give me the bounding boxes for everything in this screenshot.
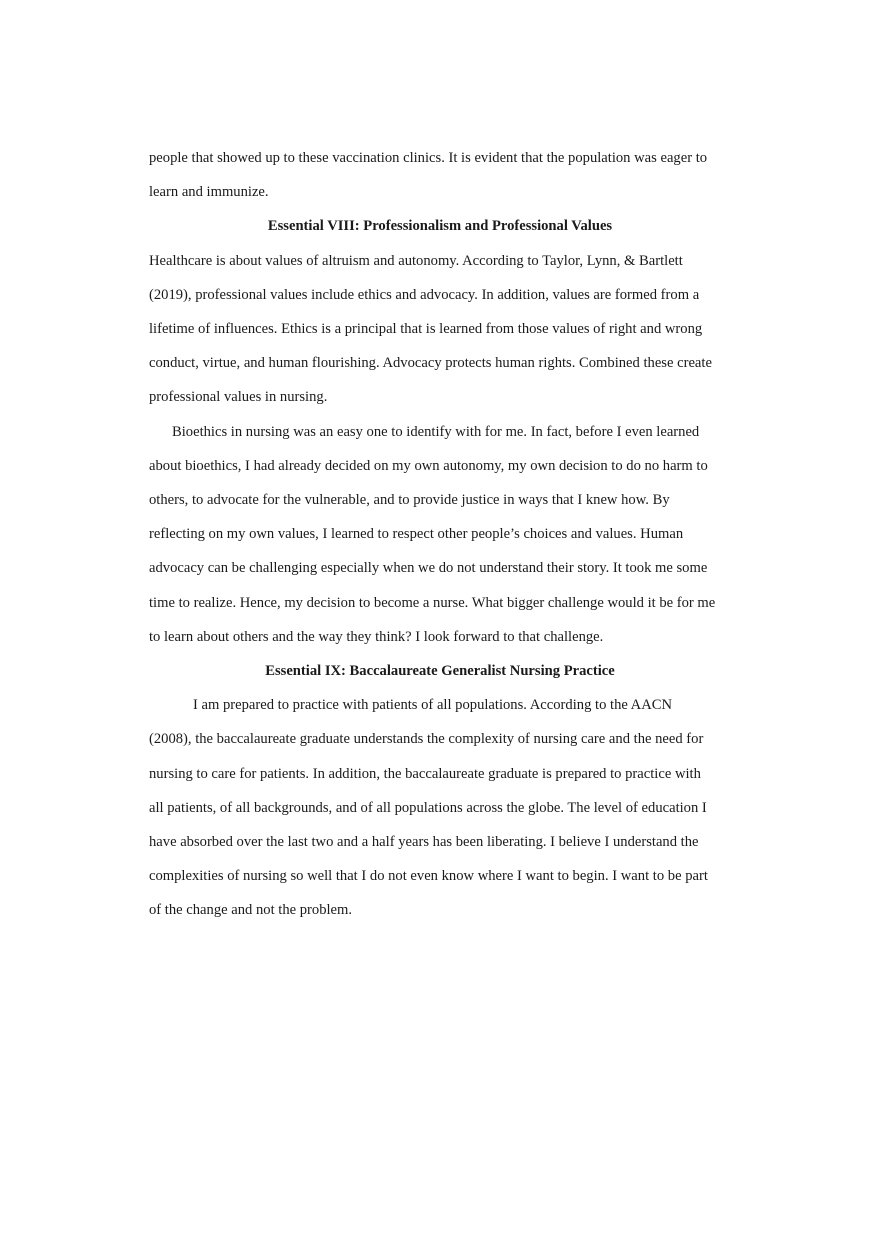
paragraph-line: I am prepared to practice with patients of all populations. According to the AACN (193, 697, 673, 713)
paragraph-line: all patients, of all backgrounds, and of all populations across the globe. The level of education I (149, 800, 707, 816)
paragraph-line: to learn about others and the way they think? I look forward to that challenge. (149, 629, 604, 645)
paragraph-line: of the change and not the problem. (149, 902, 353, 918)
paragraph-line: conduct, virtue, and human flourishing. Advocacy protects human rights. Combined these create (149, 355, 712, 371)
paragraph-line: reflecting on my own values, I learned to respect other people’s choices and values. Human (149, 526, 684, 542)
paragraph-line: others, to advocate for the vulnerable, and to provide justice in ways that I knew how. By (149, 492, 670, 508)
paragraph-line: lifetime of influences. Ethics is a principal that is learned from those values of right and wrong (149, 321, 703, 337)
paragraph-line: time to realize. Hence, my decision to become a nurse. What bigger challenge would it be for me (149, 595, 716, 611)
paragraph-line: about bioethics, I had already decided on my own autonomy, my own decision to do no harm to (149, 458, 708, 474)
paragraph-line: Bioethics in nursing was an easy one to identify with for me. In fact, before I even learned (172, 424, 700, 440)
paragraph-line: professional values in nursing. (149, 389, 328, 405)
paragraph-line: learn and immunize. (149, 184, 269, 200)
paragraph-line: people that showed up to these vaccination clinics. It is evident that the population was eager to (149, 150, 708, 166)
paragraph-line: nursing to care for patients. In addition, the baccalaureate graduate is prepared to practice with (149, 766, 701, 782)
paragraph-line: Healthcare is about values of altruism and autonomy. According to Taylor, Lynn, & Bartlett (149, 253, 683, 269)
paragraph-line: have absorbed over the last two and a half years has been liberating. I believe I understand the (149, 834, 699, 850)
paragraph-line: (2008), the baccalaureate graduate understands the complexity of nursing care and the need for (149, 731, 704, 747)
paragraph-line: advocacy can be challenging especially when we do not understand their story. It took me some (149, 560, 708, 576)
section-heading: Essential IX: Baccalaureate Generalist Nursing Practice (265, 663, 615, 679)
section-heading: Essential VIII: Professionalism and Professional Values (267, 218, 613, 234)
paragraph-line: (2019), professional values include ethics and advocacy. In addition, values are formed from a (149, 287, 700, 303)
paragraph-line: complexities of nursing so well that I do not even know where I want to begin. I want to be part (149, 868, 708, 884)
